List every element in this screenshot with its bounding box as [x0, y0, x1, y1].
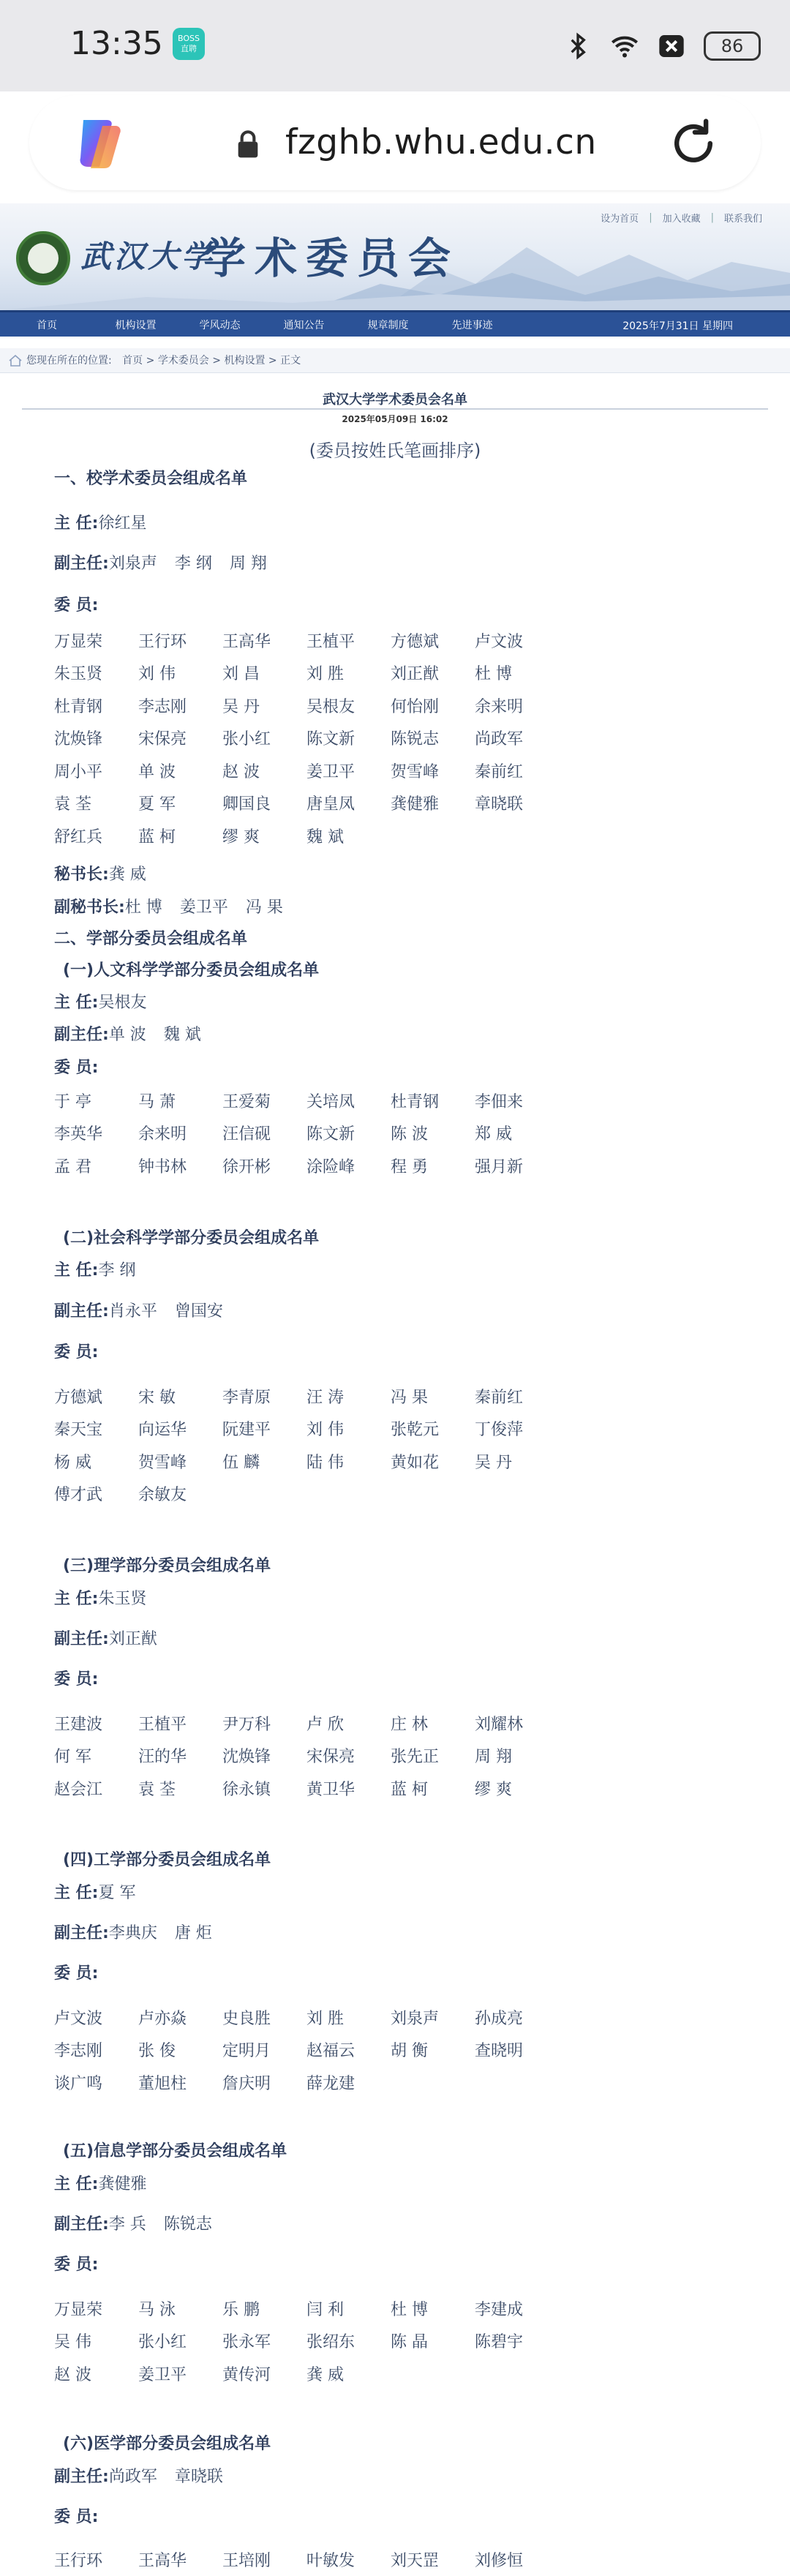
breadcrumb: [0, 348, 790, 373]
member-name: 袁 荃: [138, 1780, 176, 1799]
member-name: 方德斌: [391, 632, 440, 651]
vice-chair-line: [54, 1299, 241, 1321]
member-row: [54, 1478, 712, 1511]
sort-note: (委员按姓氏笔画排序): [309, 440, 481, 461]
member-name: 曾国安: [174, 1302, 223, 1321]
member-name: 闫 利: [306, 2300, 344, 2319]
vice-chair-line-label: 副主任:: [54, 1026, 109, 1044]
university-name-calligraphy: 武汉大学: [80, 239, 216, 274]
member-name: 单 波: [138, 762, 176, 781]
member-name: 余来明: [475, 697, 524, 716]
member-name: 尚政军: [475, 730, 524, 749]
member-name: 蓝 柯: [138, 827, 176, 846]
member-name: 汪 涛: [306, 1388, 344, 1407]
member-row: [54, 787, 712, 820]
member-name: 徐开彬: [222, 1157, 271, 1176]
members-line-label: 委 员:: [54, 1964, 99, 1983]
chair-line-label: 主 任:: [54, 1590, 99, 1608]
member-row: [54, 722, 712, 755]
member-row: [54, 819, 712, 852]
member-name: 李典庆: [108, 1924, 157, 1942]
boss-app-icon: [173, 28, 205, 60]
member-name: 陈锐志: [163, 2215, 212, 2234]
member-name: 傅才武: [54, 1486, 103, 1505]
members-line-label: 委 员:: [54, 2508, 99, 2526]
member-name: 陈碧宇: [475, 2333, 524, 2352]
member-name: 王爱菊: [222, 1092, 271, 1111]
article-date: 2025年05月09日 16:02: [342, 414, 448, 424]
member-name: 马 泳: [138, 2300, 176, 2319]
member-name: 刘 伟: [138, 665, 176, 684]
member-row: [54, 1707, 712, 1740]
member-name: 赵福云: [306, 2042, 356, 2061]
section-heading-university: 一、校学术委员会组成名单: [54, 470, 248, 488]
vice-chair-line-label: 副主任:: [54, 555, 109, 573]
member-name: 徐红星: [98, 514, 147, 533]
battery-icon: [704, 31, 761, 61]
home-icon: [9, 355, 22, 367]
bluetooth-icon: [563, 30, 592, 62]
nav-home[interactable]: 首页: [37, 319, 57, 331]
member-name: 龚健雅: [98, 2175, 147, 2193]
top-link-separator: |: [710, 212, 714, 223]
member-name: 章晓联: [475, 795, 524, 814]
member-name: 余来明: [138, 1125, 187, 1144]
member-name: 马 萧: [138, 1092, 176, 1111]
member-name: 吴 伟: [54, 2333, 91, 2352]
member-name: 李建成: [475, 2300, 524, 2319]
member-row: [54, 2357, 712, 2390]
members-grid: [54, 1380, 712, 1510]
breadcrumb-separator: >: [146, 355, 158, 367]
member-name: 陆 伟: [306, 1453, 344, 1472]
close-box-icon: [657, 30, 686, 62]
nav-exemplary-deeds[interactable]: 先进事迹: [451, 319, 493, 331]
vice-secretary-line: [54, 895, 301, 917]
member-name: 乐 鹏: [222, 2300, 260, 2319]
member-name: 胡 衡: [391, 2042, 428, 2061]
member-name: 李英华: [54, 1125, 103, 1144]
secretary-line-label: 秘书长:: [54, 865, 109, 884]
main-nav: [0, 310, 790, 337]
nav-academic-news[interactable]: 学风动态: [199, 319, 241, 331]
member-name: 刘正猷: [108, 1630, 157, 1648]
member-row: [54, 1772, 712, 1805]
member-name: 陈文新: [306, 730, 356, 749]
member-name: 何怡刚: [391, 697, 440, 716]
member-name: 薛龙建: [306, 2074, 356, 2093]
member-name: 余敏友: [138, 1486, 187, 1505]
chair-line-label: 主 任:: [54, 2175, 99, 2193]
member-name: 涂险峰: [306, 1157, 356, 1176]
member-name: 王高华: [222, 632, 271, 651]
member-row: [54, 657, 712, 690]
member-name: 唐皇凤: [306, 795, 356, 814]
battery-level: 86: [721, 36, 744, 56]
member-name: 姜卫平: [306, 762, 356, 781]
member-row: [54, 2543, 712, 2576]
member-name: 唐 炬: [174, 1924, 212, 1942]
member-name: 王建波: [54, 1715, 103, 1734]
vice-chair-line: [54, 551, 285, 574]
breadcrumb-separator: >: [212, 355, 225, 367]
set-homepage-link[interactable]: 设为首页: [601, 214, 639, 225]
member-name: 肖永平: [108, 1302, 157, 1321]
member-name: 张小红: [222, 730, 271, 749]
reload-icon[interactable]: [666, 116, 721, 171]
members-line: [54, 593, 98, 615]
article-title: 武汉大学学术委员会名单: [323, 392, 467, 408]
member-name: 周 翔: [475, 1748, 512, 1767]
member-name: 孙成亮: [475, 2009, 524, 2028]
member-name: 王行环: [138, 632, 187, 651]
member-row: [54, 1445, 712, 1478]
member-name: 杜青钢: [391, 1092, 440, 1111]
member-name: 刘 胜: [306, 665, 344, 684]
copilot-logo-icon[interactable]: [70, 117, 129, 170]
vice-chair-line: [54, 1920, 230, 1943]
member-name: 李佃来: [475, 1092, 524, 1111]
member-name: 沈焕锋: [222, 1748, 271, 1767]
member-name: 杨 威: [54, 1453, 91, 1472]
member-name: 周 翔: [229, 555, 267, 573]
chair-line-label: 主 任:: [54, 994, 99, 1012]
member-name: 万显荣: [54, 2300, 103, 2319]
member-name: 朱玉贤: [54, 665, 103, 684]
members-grid: [54, 2292, 712, 2390]
member-name: 汪的华: [138, 1748, 187, 1767]
member-name: 秦前红: [475, 762, 524, 781]
members-grid: [54, 2001, 712, 2099]
division-heading-h: (一)人文科学学部分委员会组成名单: [63, 961, 320, 980]
member-row: [54, 1380, 712, 1413]
chair-line-label: 主 任:: [54, 1261, 99, 1280]
member-name: 李 兵: [108, 2215, 146, 2234]
lock-icon: [236, 129, 260, 159]
member-name: 黄卫华: [306, 1780, 356, 1799]
wifi-icon: [610, 30, 639, 62]
member-row: [54, 754, 712, 787]
title-divider: [22, 408, 768, 410]
member-name: 张绍东: [306, 2333, 356, 2352]
member-name: 刘 伟: [306, 1421, 344, 1440]
breadcrumb-separator: >: [268, 355, 281, 367]
vice-chair-line-label: 副主任:: [54, 2468, 109, 2486]
breadcrumb-committee[interactable]: 学术委员会: [157, 355, 209, 367]
division-heading-ss: (二)社会科学学部分委员会组成名单: [63, 1229, 320, 1247]
member-name: 张 俊: [138, 2042, 176, 2061]
members-line-label: 委 员:: [54, 1343, 99, 1362]
members-line-label: 委 员:: [54, 2256, 99, 2274]
member-row: [54, 2066, 712, 2099]
member-name: 向运华: [138, 1421, 187, 1440]
member-row: [54, 2034, 712, 2067]
member-name: 贺雪峰: [391, 762, 440, 781]
member-name: 黄传河: [222, 2365, 271, 2384]
member-name: 袁 荃: [54, 795, 91, 814]
member-name: 程 勇: [391, 1157, 428, 1176]
status-icons: [563, 28, 761, 64]
member-name: 沈焕锋: [54, 730, 103, 749]
members-grid: [54, 1084, 712, 1182]
vice-chair-line: [54, 1022, 219, 1045]
top-link-separator: |: [649, 212, 652, 223]
vice-chair-line: [54, 1626, 175, 1649]
member-name: 贺雪峰: [138, 1453, 187, 1472]
members-line: [54, 1340, 98, 1362]
vice-secretary-line-label: 副秘书长:: [54, 898, 125, 917]
member-name: 杜 博: [391, 2300, 428, 2319]
member-name: 章晓联: [174, 2468, 223, 2486]
member-name: 谈广鸣: [54, 2074, 103, 2093]
member-name: 缪 爽: [475, 1780, 512, 1799]
member-name: 卿国良: [222, 795, 271, 814]
member-name: 庄 林: [391, 1715, 428, 1734]
member-name: 刘泉声: [108, 555, 157, 573]
member-name: 于 亭: [54, 1092, 91, 1111]
member-name: 万显荣: [54, 632, 103, 651]
member-name: 郑 威: [475, 1125, 512, 1144]
members-line-label: 委 员:: [54, 1670, 99, 1689]
member-name: 朱玉贤: [98, 1590, 147, 1608]
nav-organization[interactable]: 机构设置: [115, 319, 157, 331]
member-name: 姜卫平: [179, 898, 228, 917]
member-name: 赵 波: [222, 762, 260, 781]
add-favorite-link[interactable]: 加入收藏: [662, 214, 701, 225]
member-name: 秦前红: [475, 1388, 524, 1407]
member-name: 吴 丹: [222, 697, 260, 716]
member-name: 定明月: [222, 2042, 271, 2061]
member-name: 秦天宝: [54, 1421, 103, 1440]
member-name: 宋保亮: [138, 730, 187, 749]
member-name: 杜 博: [124, 898, 162, 917]
members-line-label: 委 员:: [54, 1059, 99, 1077]
member-name: 查晓明: [475, 2042, 524, 2061]
chair-line-label: 主 任:: [54, 1884, 99, 1902]
member-name: 李 纲: [174, 555, 212, 573]
members-grid: [54, 1707, 712, 1805]
member-name: 方德斌: [54, 1388, 103, 1407]
member-name: 冯 果: [391, 1388, 428, 1407]
member-name: 姜卫平: [138, 2365, 187, 2384]
chair-line: [54, 990, 164, 1013]
member-name: 卢文波: [475, 632, 524, 651]
nav-notices[interactable]: 通知公告: [283, 319, 325, 331]
vice-chair-line-label: 副主任:: [54, 2215, 109, 2234]
member-name: 何 军: [54, 1748, 91, 1767]
member-name: 夏 军: [138, 795, 176, 814]
member-name: 陈文新: [306, 1125, 356, 1144]
members-line-label: 委 员:: [54, 596, 99, 615]
member-row: [54, 624, 712, 657]
members-grid: [54, 2543, 712, 2576]
vice-chair-line: [54, 2212, 230, 2234]
member-name: 魏 斌: [163, 1026, 201, 1044]
member-row: [54, 2325, 712, 2358]
member-name: 张乾元: [391, 1421, 440, 1440]
member-name: 尚政军: [108, 2468, 157, 2486]
member-name: 卢亦焱: [138, 2009, 187, 2028]
members-line: [54, 1667, 98, 1689]
section-heading-divisions: 二、学部分委员会组成名单: [54, 930, 248, 948]
division-heading-en: (四)工学部分委员会组成名单: [63, 1851, 271, 1869]
member-name: 蓝 柯: [391, 1780, 428, 1799]
member-name: 徐永镇: [222, 1780, 271, 1799]
vice-chair-line-label: 副主任:: [54, 1924, 109, 1942]
members-grid: [54, 624, 712, 852]
members-line: [54, 1961, 98, 1983]
member-name: 夏 军: [98, 1884, 136, 1902]
status-time: 13:35: [70, 25, 163, 62]
member-name: 宋 敏: [138, 1388, 176, 1407]
nav-date: 2025年7月31日 星期四: [622, 320, 733, 332]
member-name: 龚 威: [306, 2365, 344, 2384]
member-row: [54, 1117, 712, 1150]
member-name: 汪信砚: [222, 1125, 271, 1144]
member-name: 李青原: [222, 1388, 271, 1407]
member-name: 刘 胜: [306, 2009, 344, 2028]
member-name: 詹庆明: [222, 2074, 271, 2093]
member-name: 刘 昌: [222, 665, 260, 684]
member-row: [54, 2001, 712, 2034]
top-links: [601, 211, 762, 225]
member-name: 强月新: [475, 1157, 524, 1176]
url-text[interactable]: fzghb.whu.edu.cn: [285, 122, 597, 162]
breadcrumb-current: 正文: [280, 355, 301, 367]
member-name: 关培凤: [306, 1092, 356, 1111]
member-name: 舒红兵: [54, 827, 103, 846]
member-name: 丁俊萍: [475, 1421, 524, 1440]
chair-line: [54, 511, 164, 533]
vice-chair-line-label: 副主任:: [54, 1630, 109, 1648]
member-name: 阮建平: [222, 1421, 271, 1440]
chair-line: [54, 2171, 164, 2194]
member-name: 单 波: [108, 1026, 146, 1044]
member-name: 陈锐志: [391, 730, 440, 749]
member-row: [54, 1740, 712, 1773]
member-name: 吴根友: [98, 994, 147, 1012]
member-name: 宋保亮: [306, 1748, 356, 1767]
chair-line: [54, 1258, 153, 1280]
vice-chair-line: [54, 2464, 241, 2487]
division-heading-it: (五)信息学部分委员会组成名单: [63, 2142, 287, 2160]
member-name: 魏 斌: [306, 827, 344, 846]
status-bar: [0, 0, 790, 91]
member-name: 董旭柱: [138, 2074, 187, 2093]
member-name: 卢文波: [54, 2009, 103, 2028]
member-name: 叶敏发: [306, 2551, 356, 2570]
member-name: 李 纲: [98, 1261, 136, 1280]
member-name: 杜 博: [475, 665, 512, 684]
division-heading-md: (六)医学部分委员会组成名单: [63, 2435, 271, 2453]
member-name: 陈 波: [391, 1125, 428, 1144]
breadcrumb-home[interactable]: 首页: [122, 355, 143, 367]
member-name: 钟书林: [138, 1157, 187, 1176]
member-name: 龚 威: [108, 865, 146, 884]
boss-app-label: BOSS 直聘: [178, 34, 200, 53]
member-name: 李志刚: [138, 697, 187, 716]
secretary-line: [54, 862, 164, 885]
member-name: 孟 君: [54, 1157, 91, 1176]
university-seal-logo: [16, 231, 70, 285]
member-name: 卢 欣: [306, 1715, 344, 1734]
member-name: 史良胜: [222, 2009, 271, 2028]
member-name: 黄如花: [391, 1453, 440, 1472]
member-name: 周小平: [54, 762, 103, 781]
division-heading-sc: (三)理学部分委员会组成名单: [63, 1557, 271, 1575]
committee-title: 学术委员会: [203, 233, 460, 283]
member-name: 陈 晶: [391, 2333, 428, 2352]
member-name: 伍 麟: [222, 1453, 260, 1472]
member-name: 刘天罡: [391, 2551, 440, 2570]
member-row: [54, 689, 712, 722]
chair-line-label: 主 任:: [54, 514, 99, 533]
member-name: 吴 丹: [475, 1453, 512, 1472]
member-row: [54, 2292, 712, 2325]
member-name: 吴根友: [306, 697, 356, 716]
member-name: 王植平: [306, 632, 356, 651]
member-name: 龚健雅: [391, 795, 440, 814]
member-row: [54, 1149, 712, 1182]
member-row: [54, 1413, 712, 1446]
nav-regulations[interactable]: 规章制度: [367, 319, 409, 331]
chair-line: [54, 1586, 164, 1609]
members-line: [54, 1055, 98, 1078]
member-name: 缪 爽: [222, 827, 260, 846]
contact-us-link[interactable]: 联系我们: [723, 214, 762, 225]
member-name: 王植平: [138, 1715, 187, 1734]
member-name: 赵 波: [54, 2365, 91, 2384]
member-name: 王培刚: [222, 2551, 271, 2570]
member-name: 杜青钢: [54, 697, 103, 716]
members-line: [54, 2252, 98, 2275]
breadcrumb-prefix: 您现在所在的位置:: [26, 355, 112, 367]
member-name: 赵会江: [54, 1780, 103, 1799]
web-page: [0, 203, 790, 2570]
member-name: 张小红: [138, 2333, 187, 2352]
member-name: 王行环: [54, 2551, 103, 2570]
members-line: [54, 2504, 98, 2527]
vice-chair-line-label: 副主任:: [54, 1302, 109, 1321]
member-name: 刘泉声: [391, 2009, 440, 2028]
breadcrumb-organization[interactable]: 机构设置: [224, 355, 266, 367]
member-name: 尹万科: [222, 1715, 271, 1734]
member-name: 冯 果: [245, 898, 283, 917]
member-name: 张先正: [391, 1748, 440, 1767]
address-bar[interactable]: [29, 95, 761, 190]
member-name: 刘耀林: [475, 1715, 524, 1734]
member-name: 刘正猷: [391, 665, 440, 684]
chair-line: [54, 1880, 153, 1903]
member-name: 张永军: [222, 2333, 271, 2352]
member-name: 刘修恒: [475, 2551, 524, 2570]
member-name: 李志刚: [54, 2042, 103, 2061]
member-row: [54, 1084, 712, 1117]
member-name: 王高华: [138, 2551, 187, 2570]
